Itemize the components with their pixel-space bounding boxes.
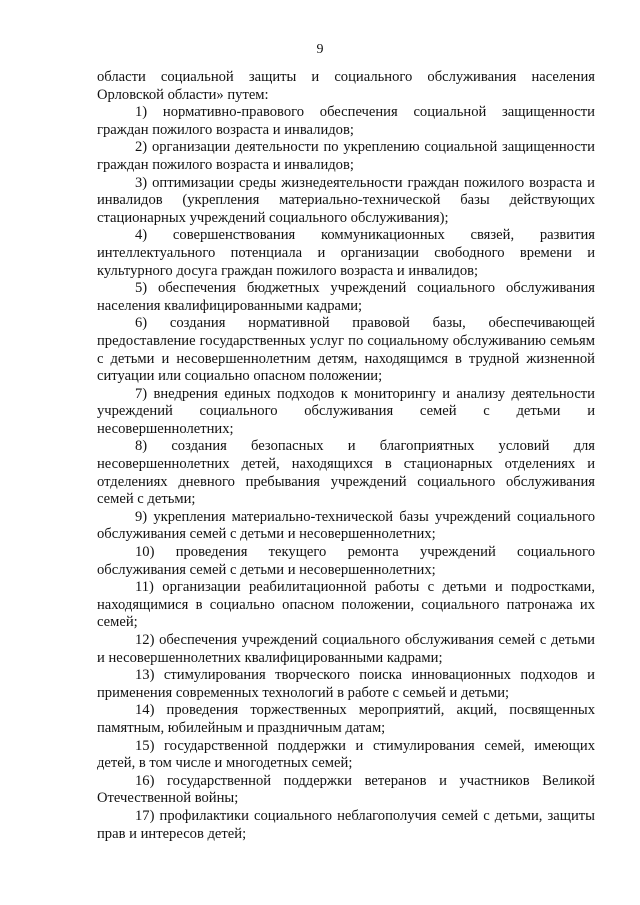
- list-item: 15) государственной поддержки и стимулирования семей, имеющих детей, в том числе и многодетных семей;: [97, 737, 595, 772]
- list-item: 10) проведения текущего ремонта учреждений социального обслуживания семей с детьми и несовершеннолетних;: [97, 544, 595, 578]
- list-item: 7) внедрения единых подходов к мониторингу и анализу деятельности учреждений социального обслуживания семей с детьми и несовершеннолетних;: [97, 385, 595, 437]
- list-item: 13) стимулирования творческого поиска инновационных подходов и применения современных технологий в работе с семьей и детьми;: [97, 667, 595, 701]
- list-item: 14) проведения торжественных мероприятий, акций, посвященных памятным, юбилейным и праздничным датам;: [97, 702, 595, 736]
- list-item: 4) совершенствования коммуникационных связей, развития интеллектуального потенциала и организации свободного времени и культурного досуга граждан пожилого возраста и инвалидов;: [97, 227, 595, 279]
- list-item: 9) укрепления материально-технической базы учреждений социального обслуживания семей с детьми и несовершеннолетних;: [97, 508, 595, 543]
- list-item: 5) обеспечения бюджетных учреждений социального обслуживания населения квалифицированными кадрами;: [97, 280, 595, 314]
- list-item: 8) создания безопасных и благоприятных условий для несовершеннолетних детей, находящихся в стационарных отделениях и отделениях дневного пребывания учреждений социального обслуживания семей с детьми;: [97, 438, 595, 508]
- list-item: 11) организации реабилитационной работы с детьми и подростками, находящимися в социально опасном положении, социального патронажа их семей;: [97, 579, 595, 631]
- numbered-list: [97, 104, 595, 843]
- list-item: 17) профилактики социального неблагополучия семей с детьми, защиты прав и интересов детей;: [97, 807, 595, 842]
- lead-paragraph: области социальной защиты и социального обслуживания населения Орловской области» путем:: [97, 69, 595, 103]
- list-item: 6) создания нормативной правовой базы, обеспечивающей предоставление государственных услуг по социальному обслуживанию семьям с детьми и несовершеннолетним детям, находящимся в трудной жизненной ситуации или социально опасном положении;: [97, 315, 595, 385]
- page-number: 9: [316, 42, 324, 57]
- document-body: [97, 69, 595, 843]
- list-item: 2) организации деятельности по укреплению социальной защищенности граждан пожилого возраста и инвалидов;: [97, 139, 595, 173]
- list-item: 12) обеспечения учреждений социального обслуживания семей с детьми и несовершеннолетних квалифицированными кадрами;: [97, 632, 595, 666]
- list-item: 1) нормативно-правового обеспечения социальной защищенности граждан пожилого возраста и инвалидов;: [97, 104, 595, 138]
- list-item: 16) государственной поддержки ветеранов и участников Великой Отечественной войны;: [97, 772, 595, 807]
- list-item: 3) оптимизации среды жизнедеятельности граждан пожилого возраста и инвалидов (укрепления материально-технической базы действующих стационарных учреждений социального обслуживания);: [97, 174, 595, 226]
